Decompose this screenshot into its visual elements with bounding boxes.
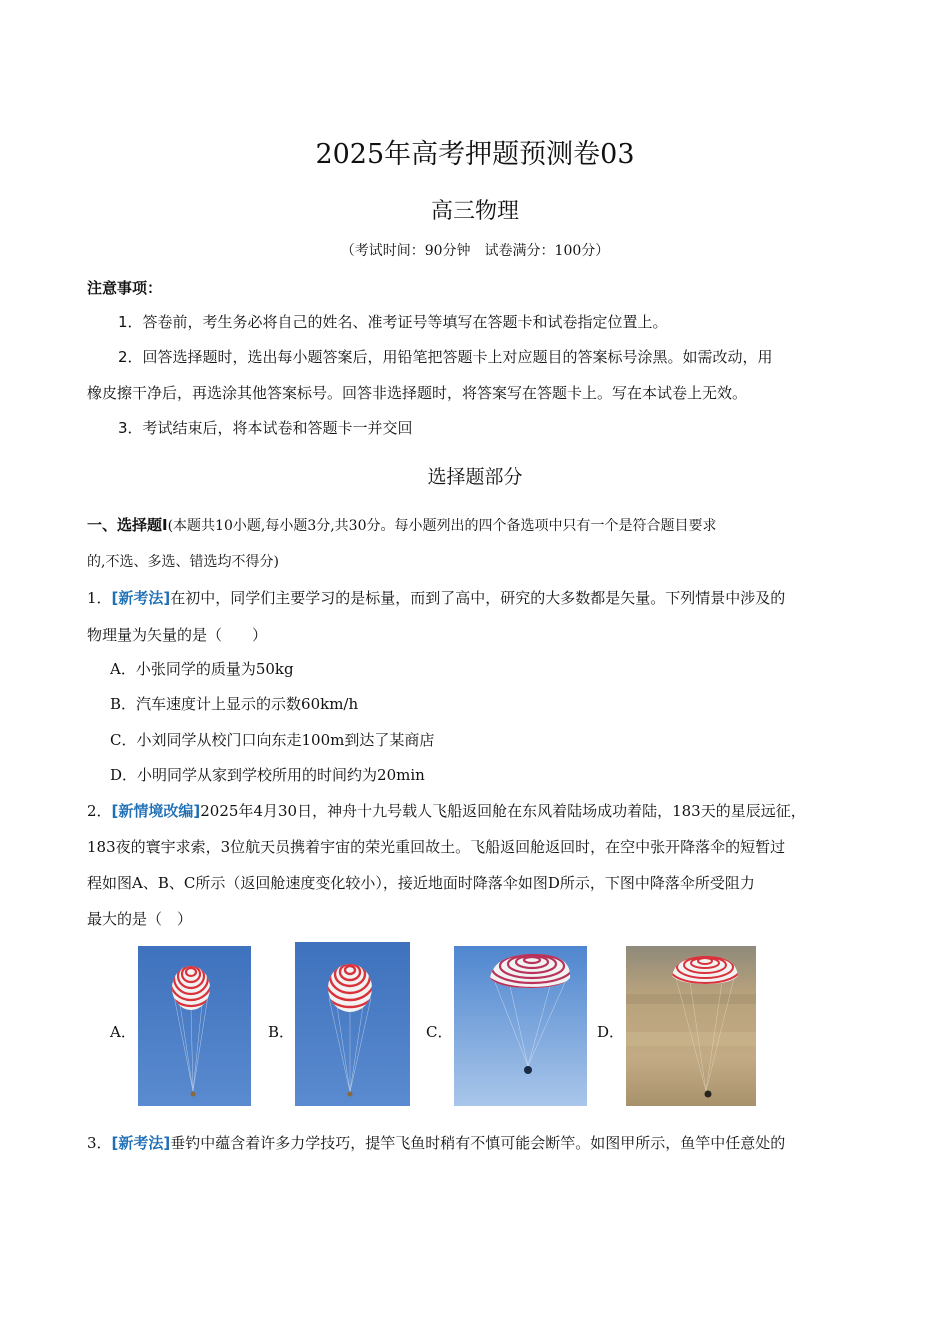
question-3-text: 垂钓中蕴含着许多力学技巧，提竿飞鱼时稍有不慎可能会断竿。如图甲所示，鱼竿中任意处的 bbox=[170, 1134, 786, 1152]
exam-title: 2025年高考押题预测卷03 bbox=[315, 139, 635, 170]
question-1-option-b: B．汽车速度计上显示的示数60km/h bbox=[110, 695, 359, 713]
question-3-line-1 bbox=[87, 1132, 785, 1153]
question-2-text-1: 2025年4月30日，神舟十九号载人飞船返回舱在东风着陆场成功着陆，183天的星辰远征， bbox=[200, 802, 806, 820]
question-1-line-1 bbox=[87, 587, 785, 608]
question-3-number: 3． bbox=[87, 1134, 112, 1152]
notice-item-3: 3．考试结束后，将本试卷和答题卡一并交回 bbox=[118, 419, 413, 437]
question-1-line-2: 物理量为矢量的是（ ） bbox=[87, 626, 268, 644]
question-1-tag: [新考法] bbox=[111, 589, 171, 607]
notice-heading: 注意事项： bbox=[87, 279, 163, 297]
part-desc-cont: 的,不选、多选、错选均不得分) bbox=[87, 554, 279, 570]
question-2-line-2: 183夜的寰宇求索，3位航天员携着宇宙的荣光重回故土。飞船返回舱返回时，在空中张开降落伞的短暂过 bbox=[87, 838, 786, 856]
question-2-tag: [新情境改编] bbox=[111, 802, 201, 820]
parachute-photo-a bbox=[138, 946, 251, 1106]
exam-subject: 高三物理 bbox=[430, 199, 519, 224]
question-2-number: 2． bbox=[87, 802, 112, 820]
notice-item-1: 1．答卷前，考生务必将自己的姓名、准考证号等填写在答题卡和试卷指定位置上。 bbox=[118, 313, 668, 331]
question-1-number: 1． bbox=[87, 589, 112, 607]
question-1-option-a: A．小张同学的质量为50kg bbox=[110, 660, 294, 678]
question-1-text: 在初中，同学们主要学习的是标量，而到了高中，研究的大多数都是矢量。下列情景中涉及的 bbox=[170, 589, 786, 607]
image-label-c: C． bbox=[426, 1023, 453, 1041]
question-1-option-c: C．小刘同学从校门口向东走100m到达了某商店 bbox=[110, 731, 435, 749]
question-3-tag: [新考法] bbox=[111, 1134, 171, 1152]
parachute-photo-c bbox=[454, 946, 587, 1106]
question-2-line-1 bbox=[87, 800, 806, 821]
part-desc: (本题共10小题,每小题3分,共30分。每小题列出的四个备选项中只有一个是符合题目要求 bbox=[167, 518, 717, 534]
part-label: 一、选择题Ⅰ bbox=[87, 516, 168, 534]
part-heading bbox=[87, 514, 717, 535]
parachute-photo-b bbox=[295, 942, 410, 1106]
image-label-b: B． bbox=[268, 1023, 295, 1041]
section-title: 选择题部分 bbox=[427, 466, 523, 488]
question-2-line-3: 程如图A、B、C所示（返回舱速度变化较小），接近地面时降落伞如图D所示，下图中降落伞所受阻力 bbox=[87, 874, 755, 892]
notice-item-2: 2．回答选择题时，选出每小题答案后，用铅笔把答题卡上对应题目的答案标号涂黑。如需改动，用 bbox=[118, 348, 773, 366]
exam-info: （考试时间：90分钟 试卷满分：100分） bbox=[340, 243, 610, 259]
notice-item-2-cont: 橡皮擦干净后，再选涂其他答案标号。回答非选择题时，将答案写在答题卡上。写在本试卷上无效。 bbox=[87, 384, 748, 402]
image-label-d: D． bbox=[597, 1023, 625, 1041]
image-label-a: A． bbox=[110, 1023, 136, 1041]
parachute-photo-d bbox=[626, 946, 756, 1106]
question-2-line-4: 最大的是（ ） bbox=[87, 910, 193, 928]
question-1-option-d: D．小明同学从家到学校所用的时间约为20min bbox=[110, 766, 425, 784]
